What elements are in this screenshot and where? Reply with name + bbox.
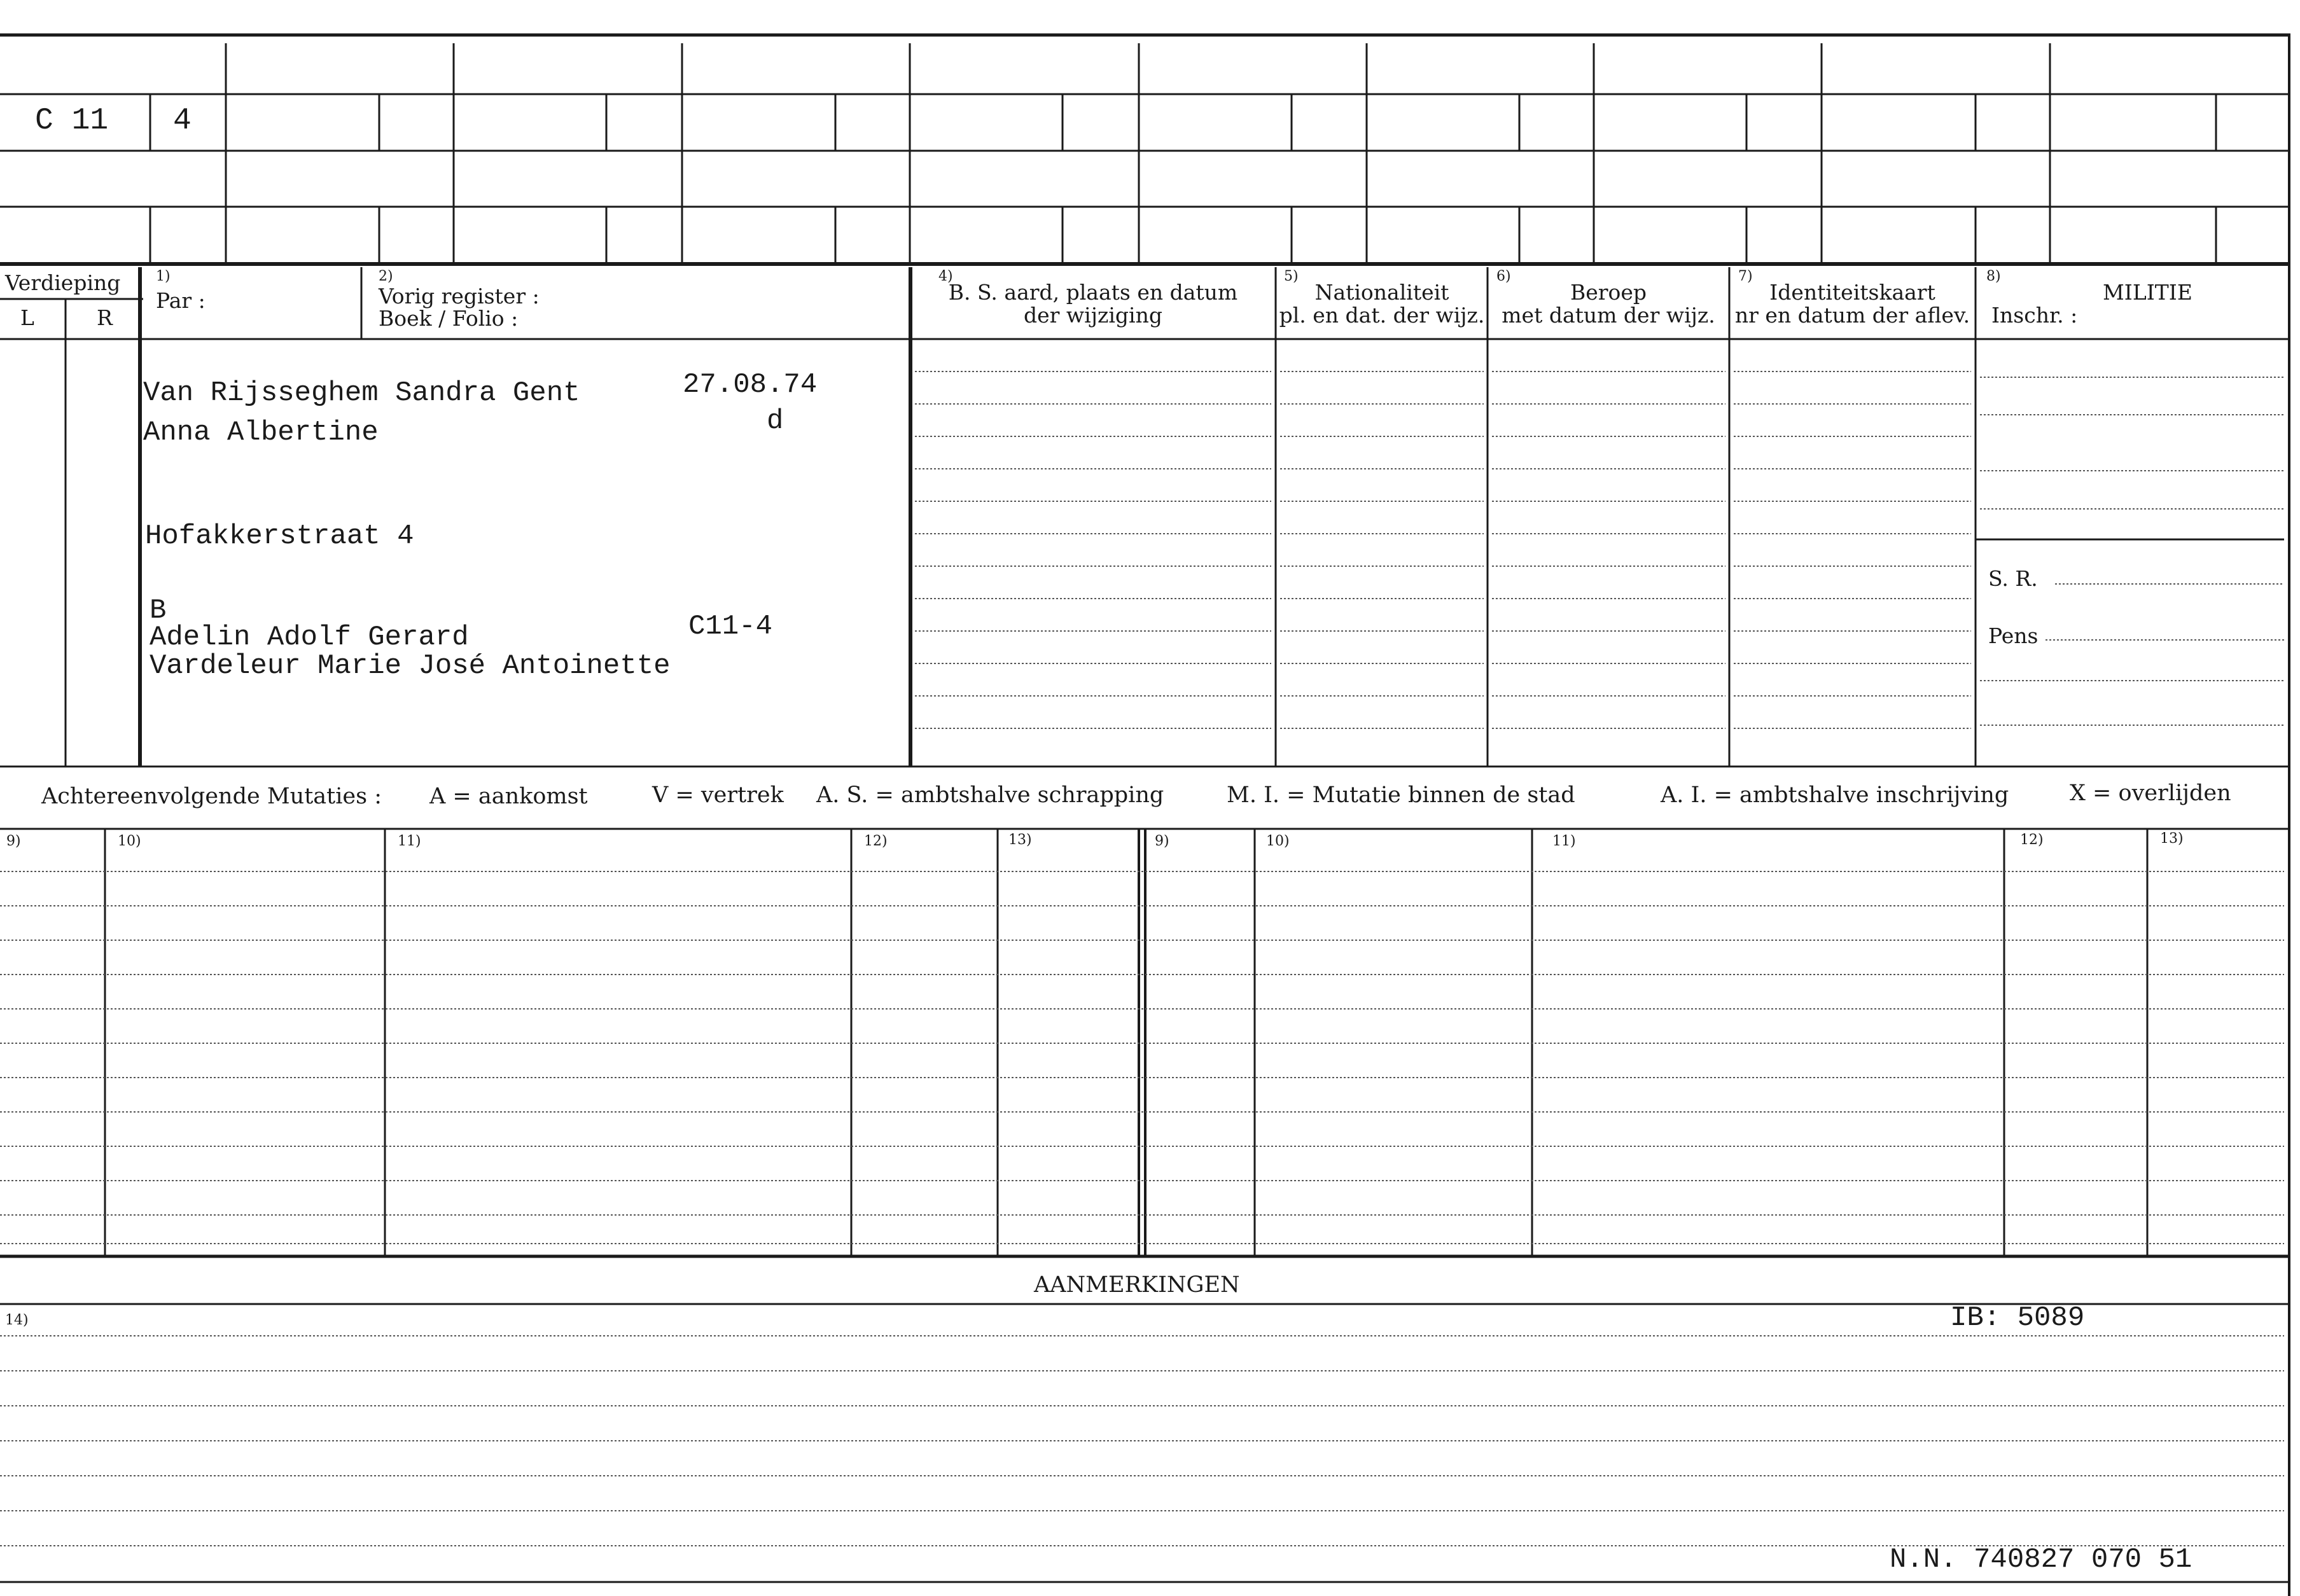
field-5-label-1: Nationaliteit — [1314, 280, 1449, 305]
floor-left: L — [20, 305, 34, 330]
entry-name-line1: Van Rijsseghem Sandra Gent — [143, 377, 580, 409]
mutations-title: Achtereenvolgende Mutaties : — [41, 784, 382, 809]
entry-sex: d — [767, 405, 784, 437]
entry-address: Hofakkerstraat 4 — [145, 520, 414, 552]
field-6-label-2: met datum der wijz. — [1502, 303, 1715, 328]
remarks-num: 14) — [5, 1312, 29, 1328]
field-4-label-2: der wijziging — [1024, 303, 1162, 328]
militia-inschr: Inschr. : — [1991, 303, 2078, 328]
field-2-label-1: Vorig register : — [379, 284, 540, 309]
mut-col-9b: 9) — [1155, 833, 1169, 849]
remarks-ib: IB: 5089 — [1950, 1302, 2085, 1334]
legend-death: X = overlijden — [2070, 781, 2231, 806]
field-1-label: Par : — [156, 288, 206, 313]
entry-birth-date: 27.08.74 — [683, 369, 818, 401]
legend-ex-officio-registration: A. I. = ambtshalve inschrijving — [1661, 782, 2009, 808]
field-6-num: 6) — [1496, 268, 1511, 284]
field-7-num: 7) — [1738, 268, 1753, 284]
floor-title: Verdieping — [5, 270, 121, 295]
floor-right: R — [97, 305, 113, 330]
entry-parents-label: B — [150, 595, 167, 627]
mut-col-12a: 12) — [864, 833, 888, 849]
entry-name-line2: Anna Albertine — [143, 417, 379, 448]
national-number: N.N. 740827 070 51 — [1890, 1544, 2192, 1576]
mut-col-9a: 9) — [6, 833, 21, 849]
remarks-title: AANMERKINGEN — [1034, 1272, 1240, 1298]
register-number: 4 — [173, 104, 192, 138]
field-8-num: 8) — [1986, 268, 2001, 284]
field-6-label-1: Beroep — [1570, 280, 1647, 305]
mut-col-10b: 10) — [1266, 833, 1290, 849]
legend-departure: V = vertrek — [652, 782, 784, 808]
field-5-label-2: pl. en dat. der wijz. — [1279, 303, 1485, 328]
militia-title: MILITIE — [2103, 280, 2192, 305]
militia-sr-label: S. R. — [1988, 566, 2038, 591]
field-1-num: 1) — [156, 268, 171, 284]
mut-col-12b: 12) — [2020, 832, 2044, 848]
entry-ref: C11-4 — [688, 611, 773, 642]
legend-ex-officio-removal: A. S. = ambtshalve schrapping — [816, 782, 1164, 808]
register-code: C 11 — [35, 104, 109, 138]
entry-mother: Vardeleur Marie José Antoinette — [150, 650, 671, 682]
mut-col-10a: 10) — [118, 833, 141, 849]
field-7-label-1: Identiteitskaart — [1769, 280, 1935, 305]
legend-arrival: A = aankomst — [429, 784, 588, 809]
mut-col-11a: 11) — [398, 833, 421, 849]
mut-col-11b: 11) — [1552, 833, 1576, 849]
mut-col-13b: 13) — [2160, 831, 2184, 847]
mut-col-13a: 13) — [1008, 832, 1032, 848]
entry-father: Adelin Adolf Gerard — [150, 621, 469, 653]
militia-pens-label: Pens — [1988, 623, 2039, 648]
field-4-label-1: B. S. aard, plaats en datum — [948, 280, 1238, 305]
field-4-num: 4) — [938, 268, 953, 284]
legend-internal-move: M. I. = Mutatie binnen de stad — [1227, 782, 1575, 808]
field-2-label-2: Boek / Folio : — [379, 306, 519, 331]
field-5-num: 5) — [1284, 268, 1299, 284]
field-7-label-2: nr en datum der aflev. — [1734, 303, 1970, 328]
field-2-num: 2) — [379, 268, 393, 284]
